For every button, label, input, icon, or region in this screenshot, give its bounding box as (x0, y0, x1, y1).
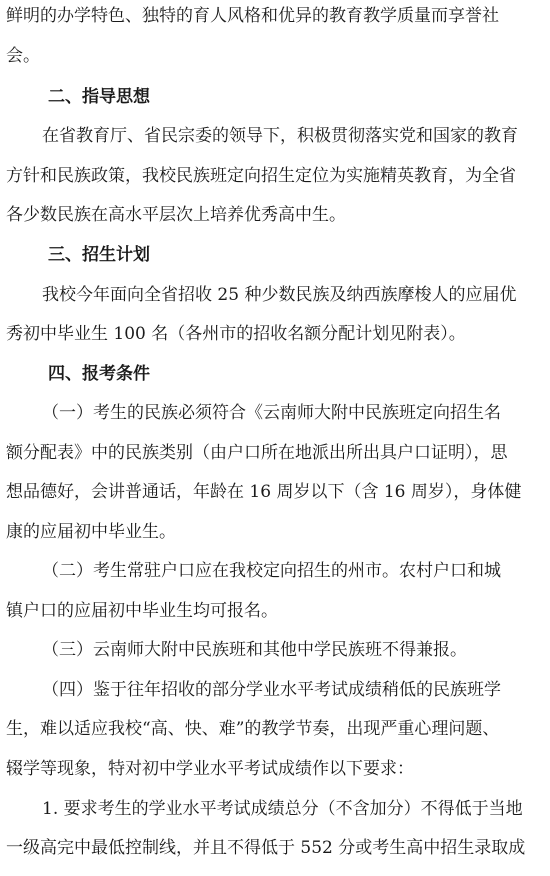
body-text-line: （二）考生常驻户口应在我校定向招生的州市。农村户口和城 (42, 561, 501, 581)
body-text-line: 康的应届初中毕业生。 (6, 522, 176, 542)
body-text-line: 方针和民族政策，我校民族班定向招生定位为实施精英教育，为全省 (6, 166, 516, 186)
section-heading-enrollment-plan: 三、招生计划 (48, 245, 150, 265)
body-text-line: 生，难以适应我校“高、快、难”的教学节奏，出现严重心理问题、 (6, 719, 500, 739)
body-text-line: 想品德好，会讲普通话，年龄在 16 周岁以下（含 16 周岁），身体健 (6, 482, 522, 502)
body-text-line: （三）云南师大附中民族班和其他中学民族班不得兼报。 (42, 640, 467, 660)
section-heading-guiding-ideology: 二、指导思想 (48, 87, 150, 107)
body-text-line: 在省教育厅、省民宗委的领导下，积极贯彻落实党和国家的教育 (42, 126, 518, 146)
body-text-line: 镇户口的应届初中毕业生均可报名。 (6, 601, 278, 621)
body-text-line: 1. 要求考生的学业水平考试成绩总分（不含加分）不得低于当地 (42, 799, 523, 819)
section-heading-application-conditions: 四、报考条件 (48, 364, 150, 384)
body-text-line: 秀初中毕业生 100 名（各州市的招收名额分配计划见附表）。 (6, 324, 466, 344)
body-text-line: 额分配表》中的民族类别（由户口所在地派出所出具户口证明），思 (6, 443, 508, 463)
body-text-line: （四）鉴于往年招收的部分学业水平考试成绩稍低的民族班学 (42, 680, 501, 700)
body-text-line: 我校今年面向全省招收 25 种少数民族及纳西族摩梭人的应届优 (42, 285, 517, 305)
body-text-line: （一）考生的民族必须符合《云南师大附中民族班定向招生名 (42, 403, 501, 423)
body-text-line: 辍学等现象，特对初中学业水平考试成绩作以下要求： (6, 759, 414, 779)
body-text-line: 鲜明的办学特色、独特的育人风格和优异的教育教学质量而享誉社 (6, 6, 499, 26)
body-text-line: 一级高完中最低控制线，并且不得低于 552 分或考生高中招生录取成 (6, 838, 526, 858)
body-text-line: 会。 (6, 46, 40, 66)
body-text-line: 各少数民族在高水平层次上培养优秀高中生。 (6, 205, 346, 225)
